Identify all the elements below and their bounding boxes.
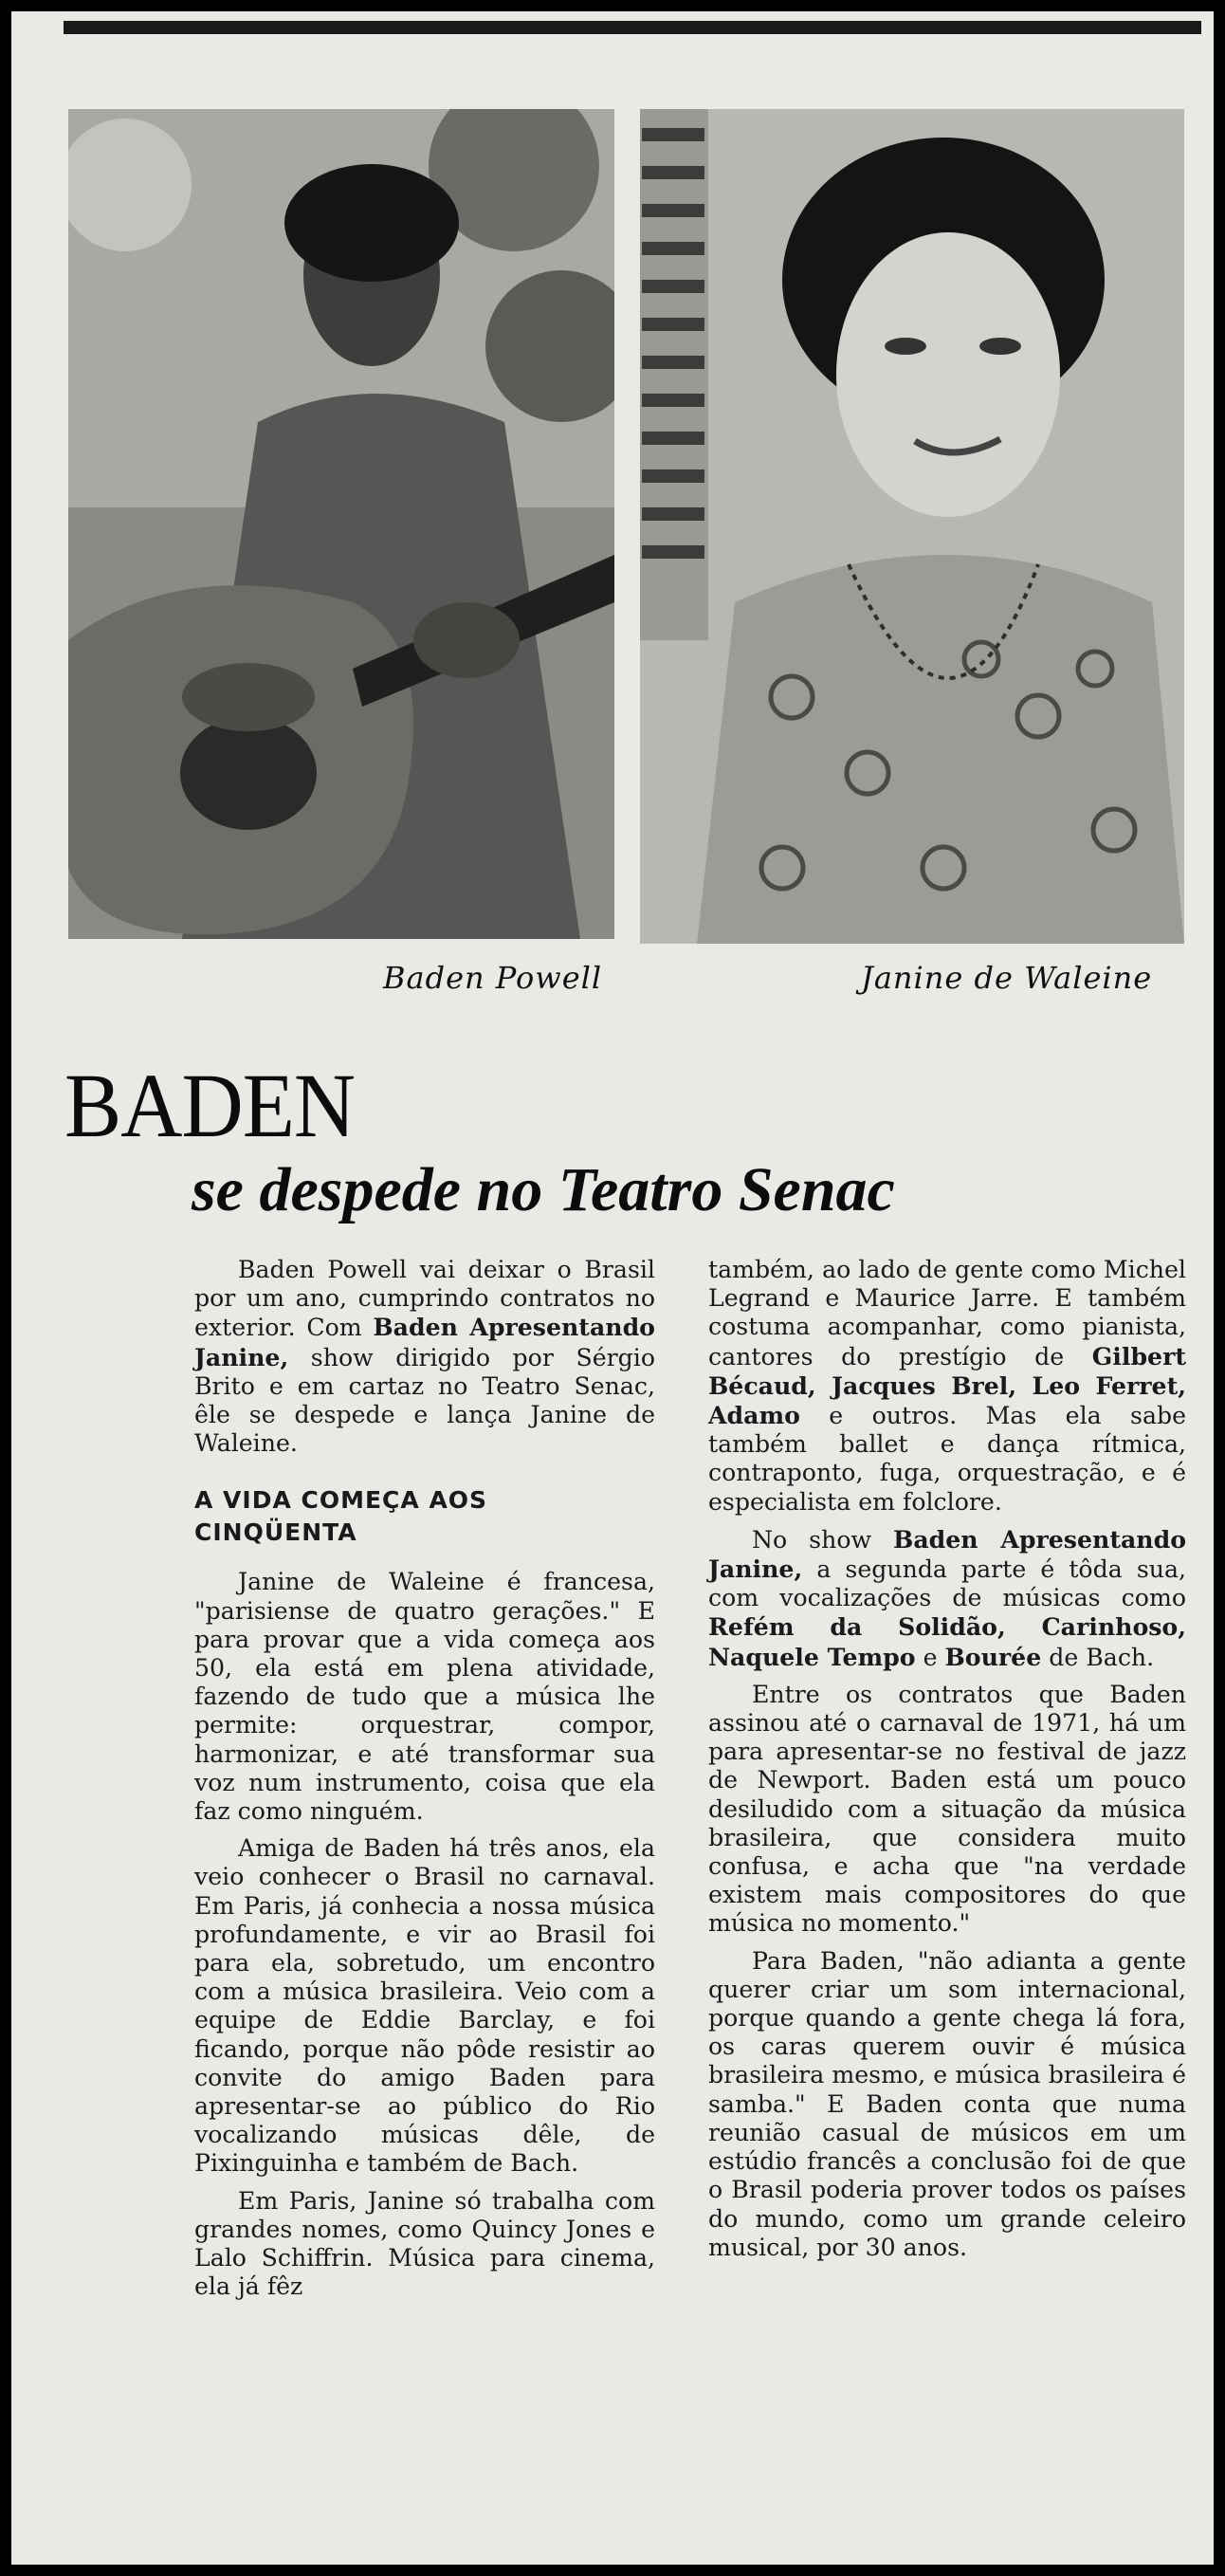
intro-paragraph: Baden Powell vai deixar o Brasil por um ano, cumprindo contratos no exterior. Com Baden Apresentando Janine, show dirigido por Sérgio Brito e em cartaz no Teatro Senac, êle se despede e lança Janine de Waleine. (194, 1256, 655, 1458)
paragraph-4: No show Baden Apresentando Janine, a segunda parte é tôda sua, com vocalizações de músicas como Refém da Solidão, Carinhoso, Naquele Tempo e Bourée de Bach. (708, 1524, 1186, 1671)
photo-baden-powell (68, 109, 614, 939)
headline-main: BADEN (64, 1055, 356, 1156)
headline-sub: se despede no Teatro Senac (192, 1155, 895, 1224)
article-column-right (708, 1256, 1186, 2262)
newspaper-page (11, 11, 1214, 2565)
caption-baden-powell: Baden Powell (383, 960, 603, 996)
caption-janine-de-waleine: Janine de Waleine (861, 960, 1153, 996)
paragraph-3: Em Paris, Janine só trabalha com grandes nomes, como Quincy Jones e Lalo Schiffrin. Música para cinema, ela já fêz (194, 2186, 655, 2301)
paragraph-6: Para Baden, "não adianta a gente querer criar um som internacional, porque quando a gente chega lá fora, os caras querem ouvir é música brasileira mesmo, e música brasileira é samba." E Baden conta que numa reunião casual de músicos em um estúdio francês a conclusão foi de que o Brasil poderia prover todos os países do mundo, como um grande celeiro musical, por 30 anos. (708, 1946, 1186, 2261)
paragraph-1: Janine de Waleine é francesa, "parisiense de quatro gerações." E para provar que a vida começa aos 50, ela está em plena atividade, fazendo de tudo que a música lhe permite: orquestrar, compor, harmonizar, e até transformar sua voz num instrumento, coisa que ela faz como ninguém. (194, 1568, 655, 1826)
top-rule (64, 21, 1201, 34)
photo-janine-de-waleine (640, 109, 1184, 944)
paragraph-3-continued: também, ao lado de gente como Michel Legrand e Maurice Jarre. E também costuma acompanhar, como pianista, cantores do prestígio de Gilbert Bécaud, Jacques Brel, Leo Ferret, Adamo e outros. Mas ela sabe também ballet e dança rítmica, contraponto, fuga, orquestração, e é especialista em folclore. (708, 1256, 1186, 1516)
article-column-left (194, 1256, 655, 2302)
section-subhead: A VIDA COMEÇA AOS CINQÜENTA (194, 1486, 488, 1547)
paragraph-2: Amiga de Baden há três anos, ela veio conhecer o Brasil no carnaval. Em Paris, já conhecia a nossa música profundamente, e vir ao Brasil foi para ela, sobretudo, um encontro com a música brasileira. Veio com a equipe de Eddie Barclay, e foi ficando, porque não pôde resistir ao convite do amigo Baden para apresentar-se ao público do Rio vocalizando músicas dêle, de Pixinguinha e também de Bach. (194, 1834, 655, 2178)
paragraph-5: Entre os contratos que Baden assinou até o carnaval de 1971, há um para apresentar-se no festival de jazz de Newport. Baden está um pouco desiludido com a situação da música brasileira, que considera muito confusa, e acha que "na verdade existem mais compositores do que música no momento." (708, 1680, 1186, 1938)
